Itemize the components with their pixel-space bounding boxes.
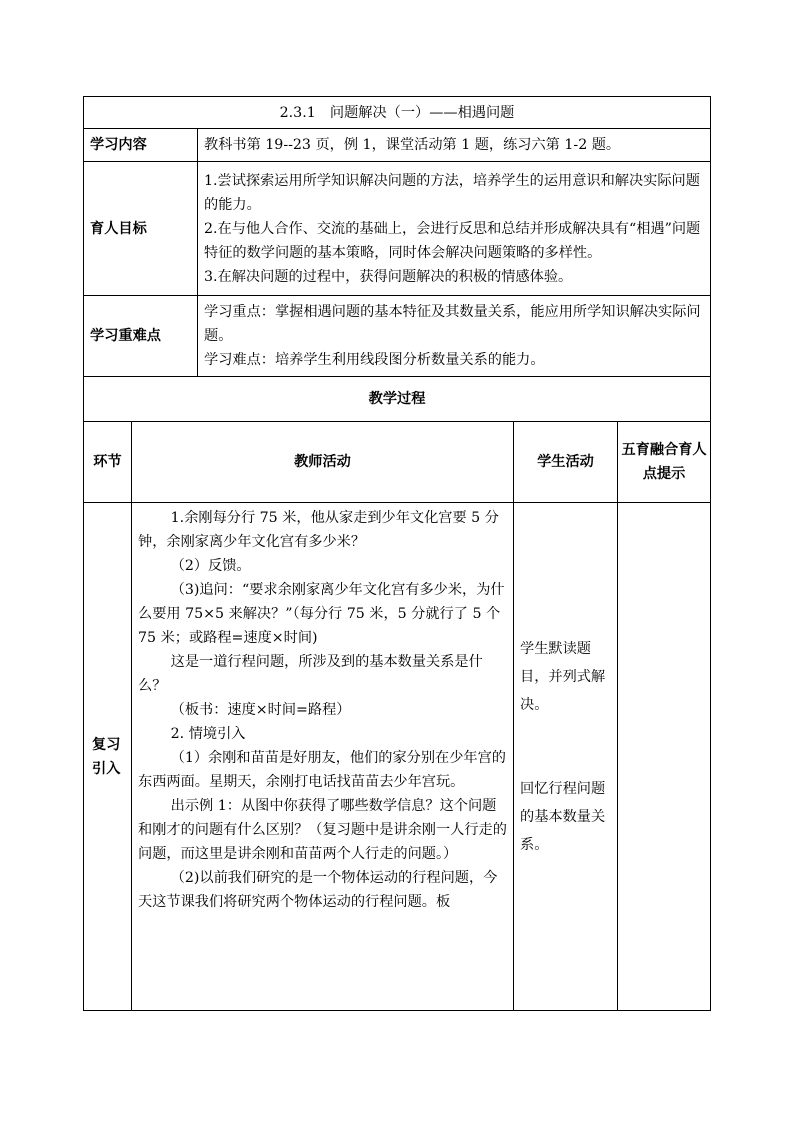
- lesson-title: 2.3.1 问题解决（一）——相遇问题: [84, 97, 711, 129]
- five-edu-header: 五育融合育人点提示: [618, 422, 711, 503]
- teacher-activity: [132, 503, 514, 1011]
- key-point-item: 学习重点：掌握相遇问题的基本特征及其数量关系，能应用所学知识解决实际问题。: [204, 304, 701, 344]
- review-section-row: [84, 503, 711, 1011]
- key-points-row: [84, 296, 711, 377]
- teacher-paragraph: 这是一道行程问题，所涉及到的基本数量关系是什么？: [138, 654, 483, 694]
- teacher-paragraph: 出示例 1：从图中你获得了哪些数学信息？这个问题和刚才的问题有什么区别？（复习题中是讲余刚一人行走的问题，而这里是讲余刚和苗苗两个人行走的问题。）: [138, 798, 507, 862]
- teacher-header: 教师活动: [132, 422, 514, 503]
- stage-header: 环节: [84, 422, 132, 503]
- teacher-paragraph: （2)以前我们研究的是一个物体运动的行程问题，今天这节课我们将研究两个物体运动的行程问题。板: [138, 870, 498, 910]
- lesson-plan-table: [83, 96, 711, 1011]
- teacher-paragraph: （3)追问：“要求余刚家离少年文化宫有多少米，为什么要用 75×5 来解决？”（每分行 75 米，5 分就行了 5 个 75 米；或路程=速度×时间): [138, 582, 505, 646]
- goal-item: 3.在解决问题的过程中，获得问题解决的积极的情感体验。: [204, 268, 573, 285]
- student-activity: [514, 503, 618, 1011]
- teacher-paragraph: 2. 情境引入: [170, 726, 246, 742]
- education-goals-text: [198, 162, 711, 296]
- column-header-row: [84, 422, 711, 503]
- education-goals-label: 育人目标: [84, 162, 198, 296]
- key-point-item: 学习难点：培养学生利用线段图分析数量关系的能力。: [204, 352, 545, 368]
- teacher-paragraph: （2）反馈。: [170, 558, 251, 574]
- goal-item: 2.在与他人合作、交流的基础上，会进行反思和总结并形成解决具有“相遇”问题特征的数学问题的基本策略，同时体会解决问题策略的多样性。: [204, 220, 701, 261]
- student-paragraph: 学生默读题目，并列式解决。: [520, 641, 606, 713]
- title-row: [84, 97, 711, 129]
- five-edu-hint: [618, 503, 711, 1011]
- teacher-paragraph: （板书：速度×时间=路程）: [170, 702, 351, 718]
- learning-content-text: 教科书第 19--23 页，例 1，课堂活动第 1 题，练习六第 1-2 题。: [198, 129, 711, 162]
- learning-content-label: 学习内容: [84, 129, 198, 162]
- process-title: 教学过程: [84, 377, 711, 422]
- key-points-label: 学习重难点: [84, 296, 198, 377]
- student-paragraph: 回忆行程问题的基本数量关系。: [520, 781, 606, 853]
- learning-content-row: [84, 129, 711, 162]
- process-title-row: [84, 377, 711, 422]
- teacher-paragraph: 1.余刚每分行 75 米，他从家走到少年文化宫要 5 分钟，余刚家离少年文化宫有多少米？: [138, 510, 499, 550]
- stage-label: 复习引入: [84, 503, 132, 1011]
- goal-item: 1.尝试探索运用所学知识解决问题的方法，培养学生的运用意识和解决实际问题的能力。: [204, 172, 700, 213]
- education-goals-row: [84, 162, 711, 296]
- teacher-paragraph: （1）余刚和苗苗是好朋友，他们的家分别在少年宫的东西两面。星期天，余刚打电话找苗苗去少年宫玩。: [138, 750, 506, 790]
- key-points-text: [198, 296, 711, 377]
- student-header: 学生活动: [514, 422, 618, 503]
